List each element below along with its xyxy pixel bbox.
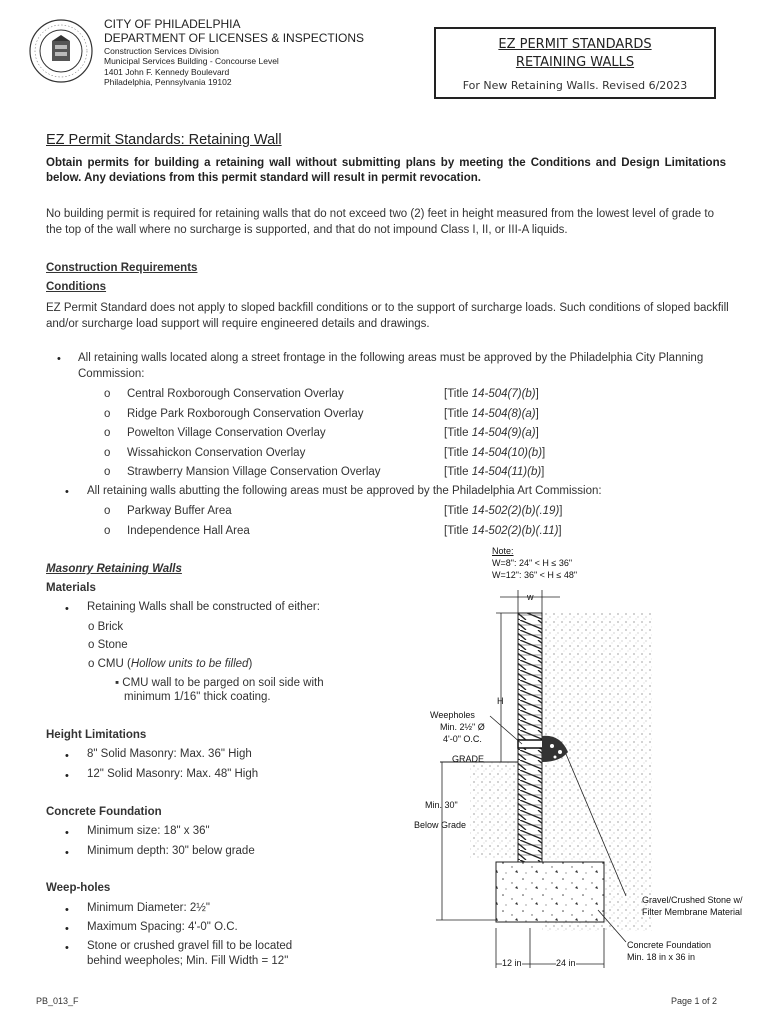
art-area-code-reference: [Title 14-502(2)(b)(.11)] [444, 525, 562, 537]
department-name: DEPARTMENT OF LICENSES & INSPECTIONS [104, 30, 365, 45]
wall-width-label: w [527, 592, 534, 602]
wall-height-label: H [497, 696, 504, 706]
sub-bullet-marker: o [104, 427, 111, 439]
sub-bullet-marker: o [104, 525, 111, 537]
city-state-zip: Philadelphia, Pennsylvania 19102 [104, 77, 232, 88]
form-code: PB_013_F [36, 996, 79, 1006]
weep-spacing: Maximum Spacing: 4'-0" O.C. [87, 921, 238, 933]
foundation-size: Minimum size: 18" x 36" [87, 825, 210, 837]
material-stone: o Stone [88, 639, 128, 651]
art-area-code-reference: [Title 14-502(2)(b)(.19)] [444, 505, 563, 517]
height-heading: Height Limitations [46, 729, 147, 741]
masonry-wall [518, 613, 542, 863]
foundation-depth: Minimum depth: 30" below grade [87, 845, 255, 857]
bullet-dot: • [65, 486, 69, 498]
bullet-dot: • [57, 353, 61, 365]
front-soil [470, 762, 518, 858]
overlay-name: Wissahickon Conservation Overlay [127, 446, 306, 459]
sub-bullet-marker: o [104, 388, 111, 400]
sub-bullet-marker: o [104, 466, 111, 478]
cmu-note-line1: ▪ CMU wall to be parged on soil side with [115, 677, 324, 689]
below-grade-label: Below Grade [414, 820, 467, 830]
bullet-dot: • [65, 904, 69, 916]
weephole-diameter-label: Min. 2½" Ø [440, 722, 485, 732]
weephole-spacing-label: 4'-0" O.C. [443, 734, 482, 744]
weepholes-heading: Weep-holes [46, 882, 111, 894]
height-item-8in: 8" Solid Masonry: Max. 36" High [87, 748, 252, 760]
sub-bullet-marker: o [104, 446, 111, 459]
foundation-heading: Concrete Foundation [46, 806, 162, 818]
page-number: Page 1 of 2 [671, 996, 718, 1006]
bullet-dot: • [65, 827, 69, 839]
grade-label: GRADE [452, 754, 485, 764]
height-item-12in: 12" Solid Masonry: Max. 48" High [87, 768, 259, 780]
min-depth-label: Min. 30" [425, 800, 458, 810]
bullet-dot: • [65, 750, 69, 762]
materials-heading: Materials [46, 582, 96, 594]
title-box-line2: RETAINING WALLS [515, 55, 635, 70]
material-cmu: o CMU (Hollow units to be filled) [88, 658, 253, 670]
overlay-name: Ridge Park Roxborough Conservation Overlay [127, 407, 364, 420]
gravel-label-line1: Gravel/Crushed Stone w/ [642, 895, 743, 905]
overlay-name: Central Roxborough Conservation Overlay [127, 388, 344, 400]
overlay-code-reference: [Title 14-504(8)(a)] [444, 407, 539, 420]
overlay-name: Powelton Village Conservation Overlay [127, 427, 326, 439]
diagram-note-line2: W=12": 36" < H ≤ 48" [492, 570, 578, 580]
conditions-paragraph: EZ Permit Standard does not apply to sloped backfill conditions or to the support of surcharge loads. Such conditions of sloped backfill and/or surcharge load support will require engineered details and drawings. [46, 302, 729, 330]
sub-bullet-marker: o [104, 505, 111, 517]
weepholes-label: Weepholes [430, 710, 475, 720]
diagram-note-label: Note: [492, 546, 514, 556]
division-name: Construction Services Division [104, 45, 219, 56]
bullet-dot: • [65, 770, 69, 782]
concrete-footing [496, 862, 604, 922]
bullet-dot: • [65, 923, 69, 935]
foundation-label-line2: Min. 18 in x 36 in [627, 952, 696, 962]
art-commission-bullet: All retaining walls abutting the following areas must be approved by the Philadelphia Art Commission: [87, 485, 602, 497]
bullet-dot: • [65, 942, 69, 954]
materials-bullet: Retaining Walls shall be constructed of either: [87, 601, 320, 613]
city-seal-logo [28, 18, 94, 84]
street-address: 1401 John F. Kennedy Boulevard [104, 66, 230, 77]
material-brick: o Brick [88, 621, 124, 633]
title-box-subtitle: For New Retaining Walls. Revised 6/2023 [462, 79, 688, 92]
footing-heel-dimension: 24 in [556, 958, 576, 968]
overlay-code-reference: [Title 14-504(11)(b)] [444, 466, 545, 478]
foundation-label-line1: Concrete Foundation [627, 940, 712, 950]
art-area-name: Independence Hall Area [127, 525, 250, 537]
intro-paragraph: Obtain permits for building a retaining wall without submitting plans by meeting the Conditions and Design Limitations below. Any deviations from this permit standard will result in permit revocation. [46, 157, 726, 185]
diagram-note-line1: W=8": 24" < H ≤ 36" [492, 558, 573, 568]
cmu-note-line2: minimum 1/16" thick coating. [124, 691, 271, 703]
weep-diameter: Minimum Diameter: 2½" [87, 902, 210, 914]
construction-requirements-heading: Construction Requirements [46, 262, 198, 274]
art-area-name: Parkway Buffer Area [127, 505, 232, 517]
bullet-dot: • [65, 847, 69, 859]
planning-commission-bullet: All retaining walls located along a street frontage in the following areas must be approved by the Philadelphia City Planning Commission: [78, 352, 704, 380]
overlay-code-reference: [Title 14-504(10)(b)] [444, 446, 546, 459]
weep-fill-line1: Stone or crushed gravel fill to be located [87, 940, 293, 952]
title-box [434, 27, 716, 99]
page-title: EZ Permit Standards: Retaining Wall [46, 132, 282, 148]
exemption-paragraph: No building permit is required for retaining walls that do not exceed two (2) feet in height measured from the lowest level of grade to the top of the wall where no surcharge is supported, and that do not impound Class I, II, or III-A liquids. [46, 208, 714, 236]
weep-fill-line2: behind weepholes; Min. Fill Width = 12" [87, 955, 289, 967]
conditions-heading: Conditions [46, 281, 107, 293]
overlay-code-reference: [Title 14-504(9)(a)] [444, 427, 539, 439]
agency-header [104, 18, 364, 88]
masonry-heading: Masonry Retaining Walls [46, 563, 182, 575]
gravel-label-line2: Filter Membrane Material [642, 907, 743, 917]
building-name: Municipal Services Building - Concourse Level [104, 56, 279, 67]
city-name: CITY OF PHILADELPHIA [104, 17, 241, 31]
sub-bullet-marker: o [104, 407, 111, 420]
bullet-dot: • [65, 603, 69, 615]
overlay-code-reference: [Title 14-504(7)(b)] [444, 388, 539, 400]
footing-toe-dimension: 12 in [502, 958, 522, 968]
overlay-name: Strawberry Mansion Village Conservation Overlay [127, 466, 381, 478]
title-box-line1: EZ PERMIT STANDARDS [498, 37, 652, 52]
